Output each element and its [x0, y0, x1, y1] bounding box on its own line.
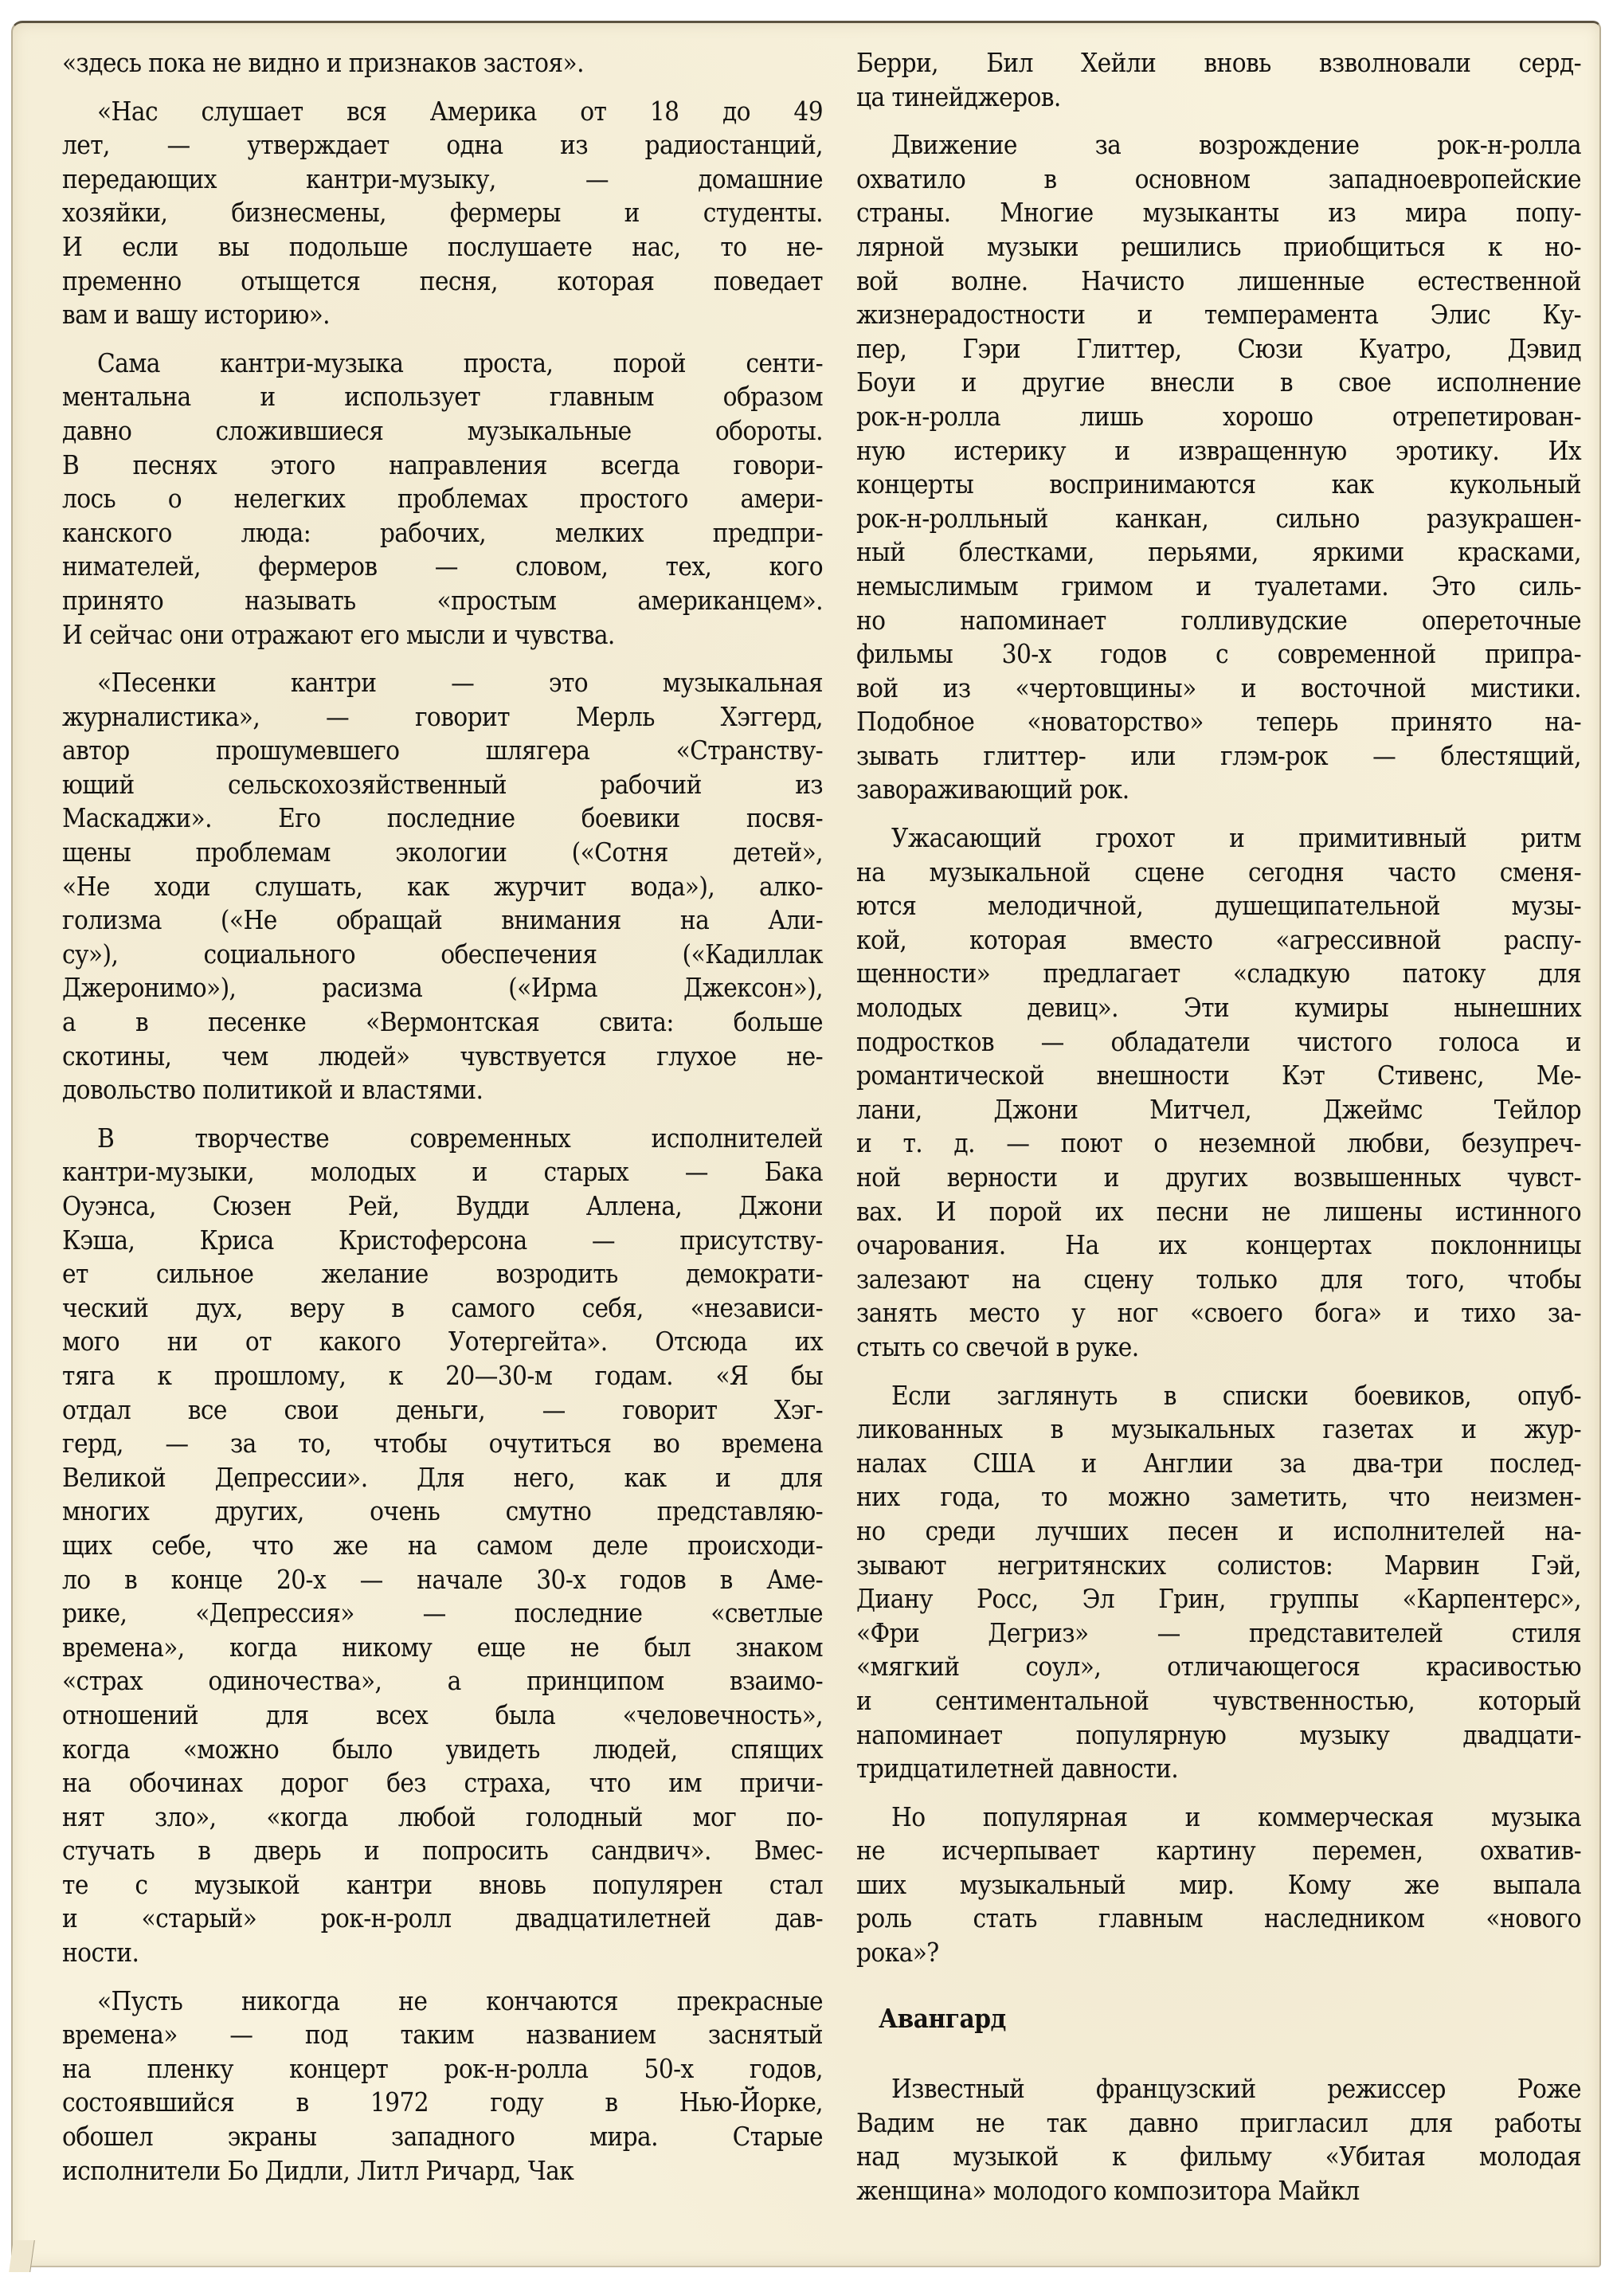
text-line: лось о нелегких проблемах простого амери-: [62, 483, 823, 515]
text-line: Диану Росс, Эл Грин, группы «Карпентерс»,: [856, 1583, 1581, 1615]
text-line: «Фри Дегриз» — представителей стиля: [856, 1616, 1581, 1648]
text-line: роль стать главным наследником «нового: [856, 1902, 1581, 1934]
text-line: ликованных в музыкальных газетах и жур-: [856, 1413, 1581, 1445]
text-line: и сентиментальной чувственностью, который: [856, 1684, 1581, 1716]
left-column: [62, 46, 823, 2188]
text-line: рок-н-ролльный канкан, сильно разукрашен-: [856, 502, 1581, 534]
text-line: кой, которая вместо «агрессивной распу-: [856, 923, 1581, 955]
text-line: романтической внешности Кэт Стивенс, Ме-: [856, 1060, 1581, 1091]
paragraph: [62, 95, 823, 332]
text-line: Сама кантри-музыка проста, порой сенти-: [97, 347, 823, 378]
paragraph: [856, 1379, 1581, 1786]
text-line: ющий сельскохозяйственный рабочий из: [62, 768, 823, 800]
text-line: скотины, чем людей» чувствуется глухое не-: [62, 1040, 823, 1072]
torn-corner: [9, 2240, 35, 2272]
paragraph: [62, 46, 823, 80]
text-line: Ужасающий грохот и примитивный ритм: [891, 822, 1581, 854]
text-line: зывают негритянских солистов: Марвин Гэй,: [856, 1549, 1581, 1581]
text-line: отдал все свои деньги, — говорит Хэг-: [62, 1393, 823, 1425]
paragraph: [62, 666, 823, 1107]
text-line: Кэша, Криса Кристоферсона — присутству-: [62, 1224, 823, 1256]
text-line: Маскаджи». Его последние боевики посвя-: [62, 802, 823, 834]
text-line: ца тинейджеров.: [856, 80, 1061, 112]
text-line: подростков — обладатели чистого голоса и: [856, 1025, 1581, 1057]
text-line: «мягкий соул», отличающегося красивостью: [856, 1651, 1581, 1683]
text-line: и «старый» рок-н-ролл двадцатилетней дав-: [62, 1902, 823, 1934]
text-line: Подобное «новаторство» теперь принято на-: [856, 706, 1581, 738]
text-line: тридцатилетней давности.: [856, 1753, 1179, 1785]
text-line: немыслимым гримом и туалетами. Это силь-: [856, 570, 1581, 601]
text-line: Если заглянуть в списки боевиков, опуб-: [891, 1379, 1581, 1411]
text-line: жизнерадостности и темперамента Элис Ку-: [856, 299, 1581, 331]
text-line: мого ни от какого Уотергейта». Отсюда их: [62, 1326, 823, 1358]
text-line: ческий дух, веру в самого себя, «независи-: [62, 1291, 823, 1323]
text-line: лет, — утверждает одна из радиостанций,: [62, 129, 823, 161]
paragraph: [62, 1122, 823, 1970]
text-line: молодых девиц». Эти кумиры нынешних: [856, 992, 1581, 1024]
text-line: пер, Гэри Глиттер, Сюзи Куатро, Дэвид: [856, 332, 1581, 364]
text-line: Берри, Бил Хейли вновь взволновали серд-: [856, 47, 1581, 78]
text-line: герд, — за то, чтобы очутиться во времена: [62, 1428, 823, 1459]
text-line: завораживающий рок.: [856, 774, 1129, 805]
text-line: автор прошумевшего шлягера «Странству-: [62, 735, 823, 766]
text-line: «Нас слушает вся Америка от 18 до 49: [97, 95, 823, 127]
text-line: вой из «чертовщины» и восточной мистики.: [856, 672, 1581, 703]
text-line: передающих кантри-музыку, — домашние: [62, 163, 823, 194]
text-line: Движение за возрождение рок-н-ролла: [891, 129, 1581, 161]
text-line: нят зло», «когда любой голодный мог по-: [62, 1800, 823, 1832]
text-line: когда «можно было увидеть людей, спящих: [62, 1733, 823, 1765]
text-line: «здесь пока не видно и признаков застоя».: [62, 47, 584, 78]
text-line: исполнители Бо Дидли, Литл Ричард, Чак: [62, 2154, 574, 2186]
text-line: женщина» молодого композитора Майкл: [856, 2175, 1360, 2207]
paragraph: [856, 821, 1581, 1365]
text-line: Боуи и другие внесли в свое исполнение: [856, 366, 1581, 398]
text-line: не исчерпывает картину перемен, охватив-: [856, 1835, 1581, 1867]
text-line: ются мелодичной, душещипательной музы-: [856, 890, 1581, 922]
text-line: концерты воспринимаются как кукольный: [856, 468, 1581, 500]
text-line: пременно отыщется песня, которая поведает: [62, 264, 823, 296]
text-line: Джеронимо»), расизма («Ирма Джексон»),: [62, 972, 823, 1004]
text-line: Великой Депрессии». Для него, как и для: [62, 1461, 823, 1493]
text-line: Вадим не так давно пригласил для работы: [856, 2106, 1581, 2138]
text-line: канского люда: рабочих, мелких предпри-: [62, 516, 823, 548]
text-line: «Песенки кантри — это музыкальная: [97, 667, 823, 699]
text-line: ет сильное желание возродить демократи-: [62, 1258, 823, 1290]
text-line: хозяйки, бизнесмены, фермеры и студенты.: [62, 197, 823, 229]
text-line: над музыкой к фильму «Убитая молодая: [856, 2141, 1581, 2173]
text-line: принято называть «простым американцем».: [62, 584, 823, 616]
text-line: журналистика», — говорит Мерль Хэггерд,: [62, 700, 823, 732]
text-line: ло в конце 20-х — начале 30-х годов в Аме-: [62, 1563, 823, 1595]
text-line: рок-н-ролла лишь хорошо отрепетирован-: [856, 400, 1581, 432]
text-line: ментальна и использует главным образом: [62, 381, 823, 413]
text-line: обошел экраны западного мира. Старые: [62, 2121, 823, 2153]
text-line: ших музыкальный мир. Кому же выпала: [856, 1868, 1581, 1900]
text-line: занять место у ног «своего бога» и тихо за-: [856, 1297, 1581, 1329]
text-line: лярной музыки решились приобщиться к но-: [856, 230, 1581, 262]
text-line: рике, «Депрессия» — последние «светлые: [62, 1597, 823, 1629]
text-line: на музыкальной сцене сегодня часто сменя-: [856, 856, 1581, 887]
text-line: фильмы 30-х годов с современной припра-: [856, 638, 1581, 670]
text-line: многих других, очень смутно представляю-: [62, 1495, 823, 1527]
paragraph: [856, 2072, 1581, 2208]
text-line: них года, то можно заметить, что неизмен-: [856, 1481, 1581, 1513]
text-line: времена», когда никому еще не был знаком: [62, 1631, 823, 1663]
text-line: вах. И порой их песни не лишены истинного: [856, 1195, 1581, 1227]
text-line: «страх одиночества», а принципом взаимо-: [62, 1665, 823, 1697]
text-line: зывать глиттер- или глэм-рок — блестящий,: [856, 739, 1581, 771]
text-line: времена» — под таким названием заснятый: [62, 2019, 823, 2051]
paragraph: [62, 1985, 823, 2188]
text-line: отношений для всех была «человечность»,: [62, 1698, 823, 1730]
text-line: вам и вашу историю».: [62, 299, 330, 331]
text-line: и т. д. — поют о неземной любви, безупреч-: [856, 1127, 1581, 1159]
text-line: но напоминает голливудские опереточные: [856, 604, 1581, 636]
section-heading: Авангард: [879, 2002, 1006, 2034]
text-line: В творчестве современных исполнителей: [97, 1122, 823, 1154]
text-line: Но популярная и коммерческая музыка: [891, 1800, 1581, 1832]
text-line: «Не ходи слушать, как журчит вода»), алко-: [62, 870, 823, 902]
text-line: но среди лучших песен и исполнителей на-: [856, 1514, 1581, 1546]
text-line: щены проблемам экологии («Сотня детей»,: [62, 837, 823, 868]
paragraph: [856, 128, 1581, 807]
text-line: на обочинах дорог без страха, что им причи-: [62, 1767, 823, 1799]
text-line: голизма («Не обращай внимания на Али-: [62, 904, 823, 936]
text-line: ную истерику и извращенную эротику. Их: [856, 434, 1581, 466]
text-line: залезают на сцену только для того, чтобы: [856, 1263, 1581, 1295]
text-line: стыть со свечой в руке.: [856, 1330, 1139, 1362]
text-line: ной верности и других возвышенных чувст-: [856, 1162, 1581, 1193]
paragraph: [856, 46, 1581, 114]
text-line: страны. Многие музыканты из мира попу-: [856, 197, 1581, 229]
text-line: рока»?: [856, 1937, 939, 1969]
text-line: ности.: [62, 1937, 139, 1969]
text-line: щенности» предлагает «сладкую патоку для: [856, 958, 1581, 989]
text-line: довольство политикой и властями.: [62, 1074, 483, 1106]
text-line: налах США и Англии за два-три послед-: [856, 1447, 1581, 1479]
text-line: И сейчас они отражают его мысли и чувства.: [62, 618, 615, 650]
text-line: вой волне. Начисто лишенные естественной: [856, 264, 1581, 296]
text-line: су»), социального обеспечения («Кадиллак: [62, 938, 823, 970]
text-line: ный блестками, перьями, яркими красками,: [856, 536, 1581, 568]
text-line: И если вы подольше послушаете нас, то не-: [62, 230, 823, 262]
text-line: В песнях этого направления всегда говори-: [62, 449, 823, 480]
text-line: нимателей, фермеров — словом, тех, кого: [62, 550, 823, 582]
text-line: лани, Джони Митчел, Джеймс Тейлор: [856, 1093, 1581, 1125]
text-line: те с музыкой кантри вновь популярен стал: [62, 1868, 823, 1900]
text-line: Известный французский режиссер Роже: [891, 2073, 1581, 2105]
text-line: состоявшийся в 1972 году в Нью-Йорке,: [62, 2086, 823, 2118]
text-line: тяга к прошлому, к 20—30-м годам. «Я бы: [62, 1359, 823, 1391]
text-line: щих себе, что же на самом деле происходи-: [62, 1529, 823, 1561]
text-line: очарования. На их концертах поклонницы: [856, 1229, 1581, 1261]
text-line: охватило в основном западноевропейские: [856, 163, 1581, 194]
text-line: давно сложившиеся музыкальные обороты.: [62, 414, 823, 446]
paragraph: [62, 347, 823, 652]
text-line: а в песенке «Вермонтская свита: больше: [62, 1006, 823, 1038]
text-line: Оуэнса, Сюзен Рей, Вудди Аллена, Джони: [62, 1190, 823, 1221]
text-line: кантри-музыки, молодых и старых — Бака: [62, 1156, 823, 1188]
right-column: [856, 46, 1581, 2208]
text-line: стучать в дверь и попросить сандвич». Вмес-: [62, 1835, 823, 1867]
text-line: напоминает популярную музыку двадцати-: [856, 1718, 1581, 1750]
paragraph: [856, 1800, 1581, 1970]
text-line: на пленку концерт рок-н-ролла 50-х годов,: [62, 2052, 823, 2084]
text-line: «Пусть никогда не кончаются прекрасные: [97, 1985, 823, 2016]
